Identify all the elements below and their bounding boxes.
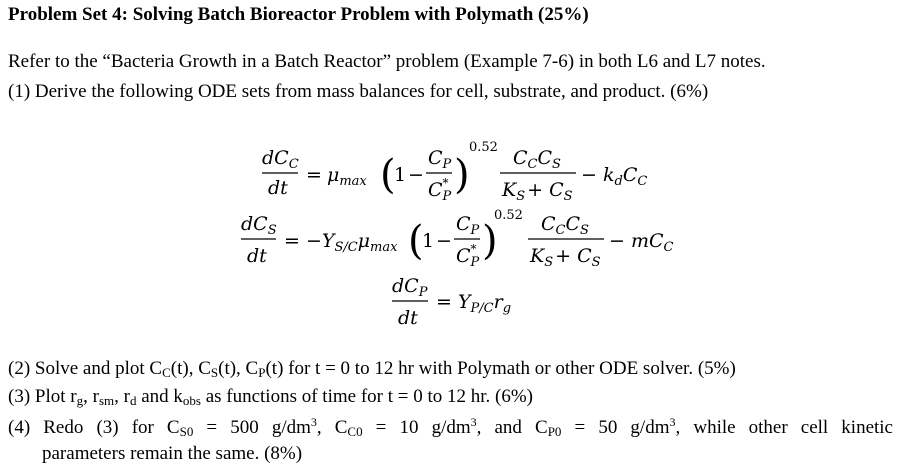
eq2-lhs-num: dC <box>241 213 268 235</box>
svg-text:CP: $C_P$ <box>456 213 480 238</box>
page-title: Problem Set 4: Solving Batch Bioreactor Problem with Polymath (25%) <box>8 4 589 25</box>
svg-text:dt: dt <box>247 245 267 267</box>
svg-text:dCP: $dC_P$ <box>392 275 428 300</box>
question-4-line-2: parameters remain the same. (8%) <box>42 443 303 464</box>
svg-text:KS+ CS: $K_S + C_S$ <box>530 245 601 270</box>
eq1-lhs-num: dC <box>262 147 289 169</box>
svg-text:KS+ CS: $K_S + C_S$ <box>502 179 573 204</box>
svg-text:(: ( <box>408 218 424 264</box>
svg-text:− kdCC: − $k_dC_C$ <box>581 164 648 189</box>
svg-text:(: ( <box>380 152 396 198</box>
question-4-line-1: (4) Redo (3) for $C_{S0} = 500$ $g/dm^3$, $C_{C0} = 10$ $g/dm^3$, and $C_{P0} = 50$ $g/dm^3$, while other cell kinetic <box>8 415 893 439</box>
question-1: (1) Derive the following ODE sets from mass balances for cell, substrate, and product. (6%) <box>8 81 709 102</box>
equation-2 <box>241 208 674 270</box>
svg-text:CP: $C_P$ <box>428 147 452 172</box>
question-2: (2) Solve and plot $C_C(t)$, $C_S(t)$, $C_P(t)$ for t = 0 to 12 hr with Polymath or other ODE solver. (5%) <box>8 358 736 380</box>
intro-text: Refer to the “Bacteria Growth in a Batch Reactor” problem (Example 7-6) in both L6 and L7 notes. <box>8 51 766 72</box>
svg-text:= −YS/Cμmax: = $-Y_{S/C}\mu_{max}$ <box>284 230 398 255</box>
svg-text:CCCS: $C_CC_S$ <box>513 147 561 172</box>
eq3-lhs-num: dC <box>392 275 419 297</box>
equation-1 <box>262 140 647 204</box>
svg-text:dCC: $dC_C$ <box>262 147 299 172</box>
svg-text:): ) <box>454 152 470 198</box>
eq2-exponent: 0.52 <box>494 208 523 223</box>
eq1-lhs-den: dt <box>268 177 288 199</box>
svg-text:C*P: C* P <box>428 176 452 204</box>
svg-text:−: − <box>408 164 424 186</box>
svg-text:1: 1 <box>394 164 407 186</box>
svg-text:dCS: $dC_S$ <box>241 213 277 238</box>
svg-text:=: = <box>306 164 322 186</box>
svg-text:− mCC: − $mC_C$ <box>609 230 674 255</box>
eq1-mu: μ <box>327 164 340 186</box>
svg-text:C*P: C* P <box>456 242 480 270</box>
svg-text:−: − <box>436 230 452 252</box>
svg-text:= YP/Crg: = $Y_{P/C}r_g$ <box>436 291 512 316</box>
question-3: (3) Plot $r_g$, $r_{sm}$, $r_d$ and $k_{obs}$ as functions of time for t = 0 to 12 hr. (6%) <box>8 386 534 408</box>
svg-text:dt: dt <box>398 307 418 329</box>
equation-3 <box>392 275 511 329</box>
eq1-exponent: 0.52 <box>469 140 498 155</box>
svg-text:CCCS: $C_CC_S$ <box>541 213 589 238</box>
svg-text:μmax: $\mu_{max}$ <box>327 164 367 189</box>
svg-text:1: 1 <box>422 230 435 252</box>
svg-text:): ) <box>482 218 498 264</box>
